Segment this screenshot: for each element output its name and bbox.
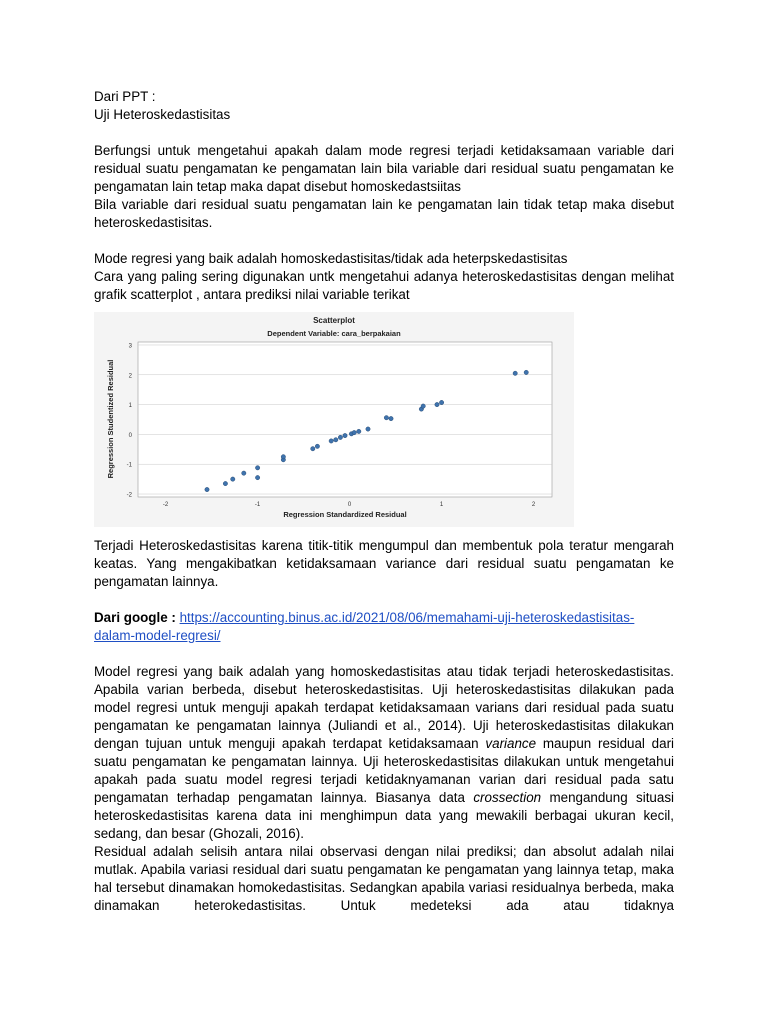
topic-title: Uji Heteroskedastisitas [94,107,231,122]
regression-paragraph [94,663,674,843]
scatter-point [311,447,315,451]
scatter-point [255,466,259,470]
scatterplot-figure [94,312,574,527]
definition-paragraph-2: Bila variable dari residual suatu pengamatan lain ke pengamatan lain tidak tetap maka disebut heteroskedastisitas. [94,197,674,230]
y-tick-label: 0 [128,432,132,439]
x-tick-label: 1 [439,502,444,508]
google-label: Dari google : [94,610,180,625]
y-axis-label: Regression Studentized Residual [106,359,115,479]
scatter-point [352,430,356,434]
residual-paragraph: Residual adalah selisih antara nilai observasi dengan nilai prediksi; dan absolut adalah nilai mutlak. Apabila variasi residual dari suatu pengamatan ke pengamatan yang lainnya tetap, maka hal tersebut dinamakan homokedastisitas. Sedangkan apabila variasi residualnya berbeda, maka dinamakan heterokedastisitas. Untuk medeteksi ada atau tidaknya [94,844,674,913]
x-tick-label: -2 [162,502,169,508]
scatter-point [389,416,393,420]
x-tick-label: 0 [347,502,352,508]
scatter-point [513,371,517,375]
source-link[interactable]: https://accounting.binus.ac.id/2021/08/06/memahami-uji-heteroskedastisitas-dalam-model-regresi/ [94,610,635,643]
scatter-point [231,477,235,481]
scatter-point [384,416,388,420]
scatter-point [205,487,209,491]
y-tick-label: 1 [128,403,132,410]
good-model-paragraph: Mode regresi yang baik adalah homoskedastisitas/tidak ada heterpskedastisitas [94,251,568,266]
scatter-point [343,433,347,437]
definition-paragraph: Berfungsi untuk mengetahui apakah dalam mode regresi terjadi ketidaksamaan variable dari residual suatu pengamatan ke pengamatan lain bila variable dari residual suatu pengamatan ke pengamatan lain tetap maka dapat disebut homoskedastsiitas [94,143,674,194]
scatter-point [524,370,528,374]
scatter-point [421,404,425,408]
x-axis-label: Regression Standardized Residual [283,510,407,519]
y-tick-label: 3 [128,343,132,350]
x-tick-label: 2 [531,502,536,508]
y-tick-label: -1 [126,462,132,469]
conclusion-paragraph: Terjadi Heteroskedastisitas karena titik-titik mengumpul dan membentuk pola teratur mengarah keatas. Yang mengakibatkan ketidaksamaan variance dari residual suatu pengamatan ke pengamatan lainnya. [94,538,674,589]
scatter-point [315,444,319,448]
scatter-point [439,400,443,404]
y-tick-label: 2 [128,373,132,380]
scatter-point [329,439,333,443]
source-ppt-label: Dari PPT : [94,89,156,104]
scatter-point [366,427,370,431]
scatter-point [242,471,246,475]
google-source [94,609,674,645]
x-tick-label: -1 [254,502,261,508]
scatter-point [255,475,259,479]
scatter-point [435,402,439,406]
scatter-point [357,429,361,433]
italic-crossection: crossection [473,790,542,805]
method-paragraph: Cara yang paling sering digunakan untk mengetahui adanya heteroskedastisitas dengan melihat grafik scatterplot , antara prediksi nilai variable terikat [94,269,674,302]
scatter-point [334,438,338,442]
italic-variance: variance [485,736,537,751]
document-page [94,88,674,915]
chart-title: Scatterplot [313,316,355,325]
y-tick-label: -2 [126,492,132,499]
scatter-point [338,435,342,439]
plot-area [138,342,552,497]
scatterplot-chart [94,312,574,527]
chart-subtitle: Dependent Variable: cara_berpakaian [267,329,401,338]
scatter-point [281,455,285,459]
regression-text-3: mengandung situasi heteroskedastisitas karena data ini menghimpun data yang mewakili berbagai ukuran kecil, sedang, dan besar (Ghozali, 2016). [94,790,674,841]
scatter-point [223,481,227,485]
regression-text-1: Model regresi yang baik adalah yang homoskedastisitas atau tidak terjadi heteroskedastisitas. Apabila varian berbeda, disebut heteroskedastisitas. Uji heteroskedastisitas dilakukan pada model regresi untuk menguji apakah terdapat ketidaksamaan varians dari residual pada suatu pengamatan ke pengamatan lainnya (Juliandi et al., 2014). Uji heteroskedastisitas dilakukan dengan tujuan untuk menguji apakah terdapat ketidaksamaan [94,664,674,751]
regression-text-2: maupun residual dari suatu pengamatan ke pengamatan lainnya. Uji heteroskedastisitas dilakukan untuk mengetahui apakah pada suatu model regresi terjadi ketidaknyamanan varian dari residual pada satu pengamatan terhadap pengamatan lainnya. Biasanya data [94,736,674,805]
